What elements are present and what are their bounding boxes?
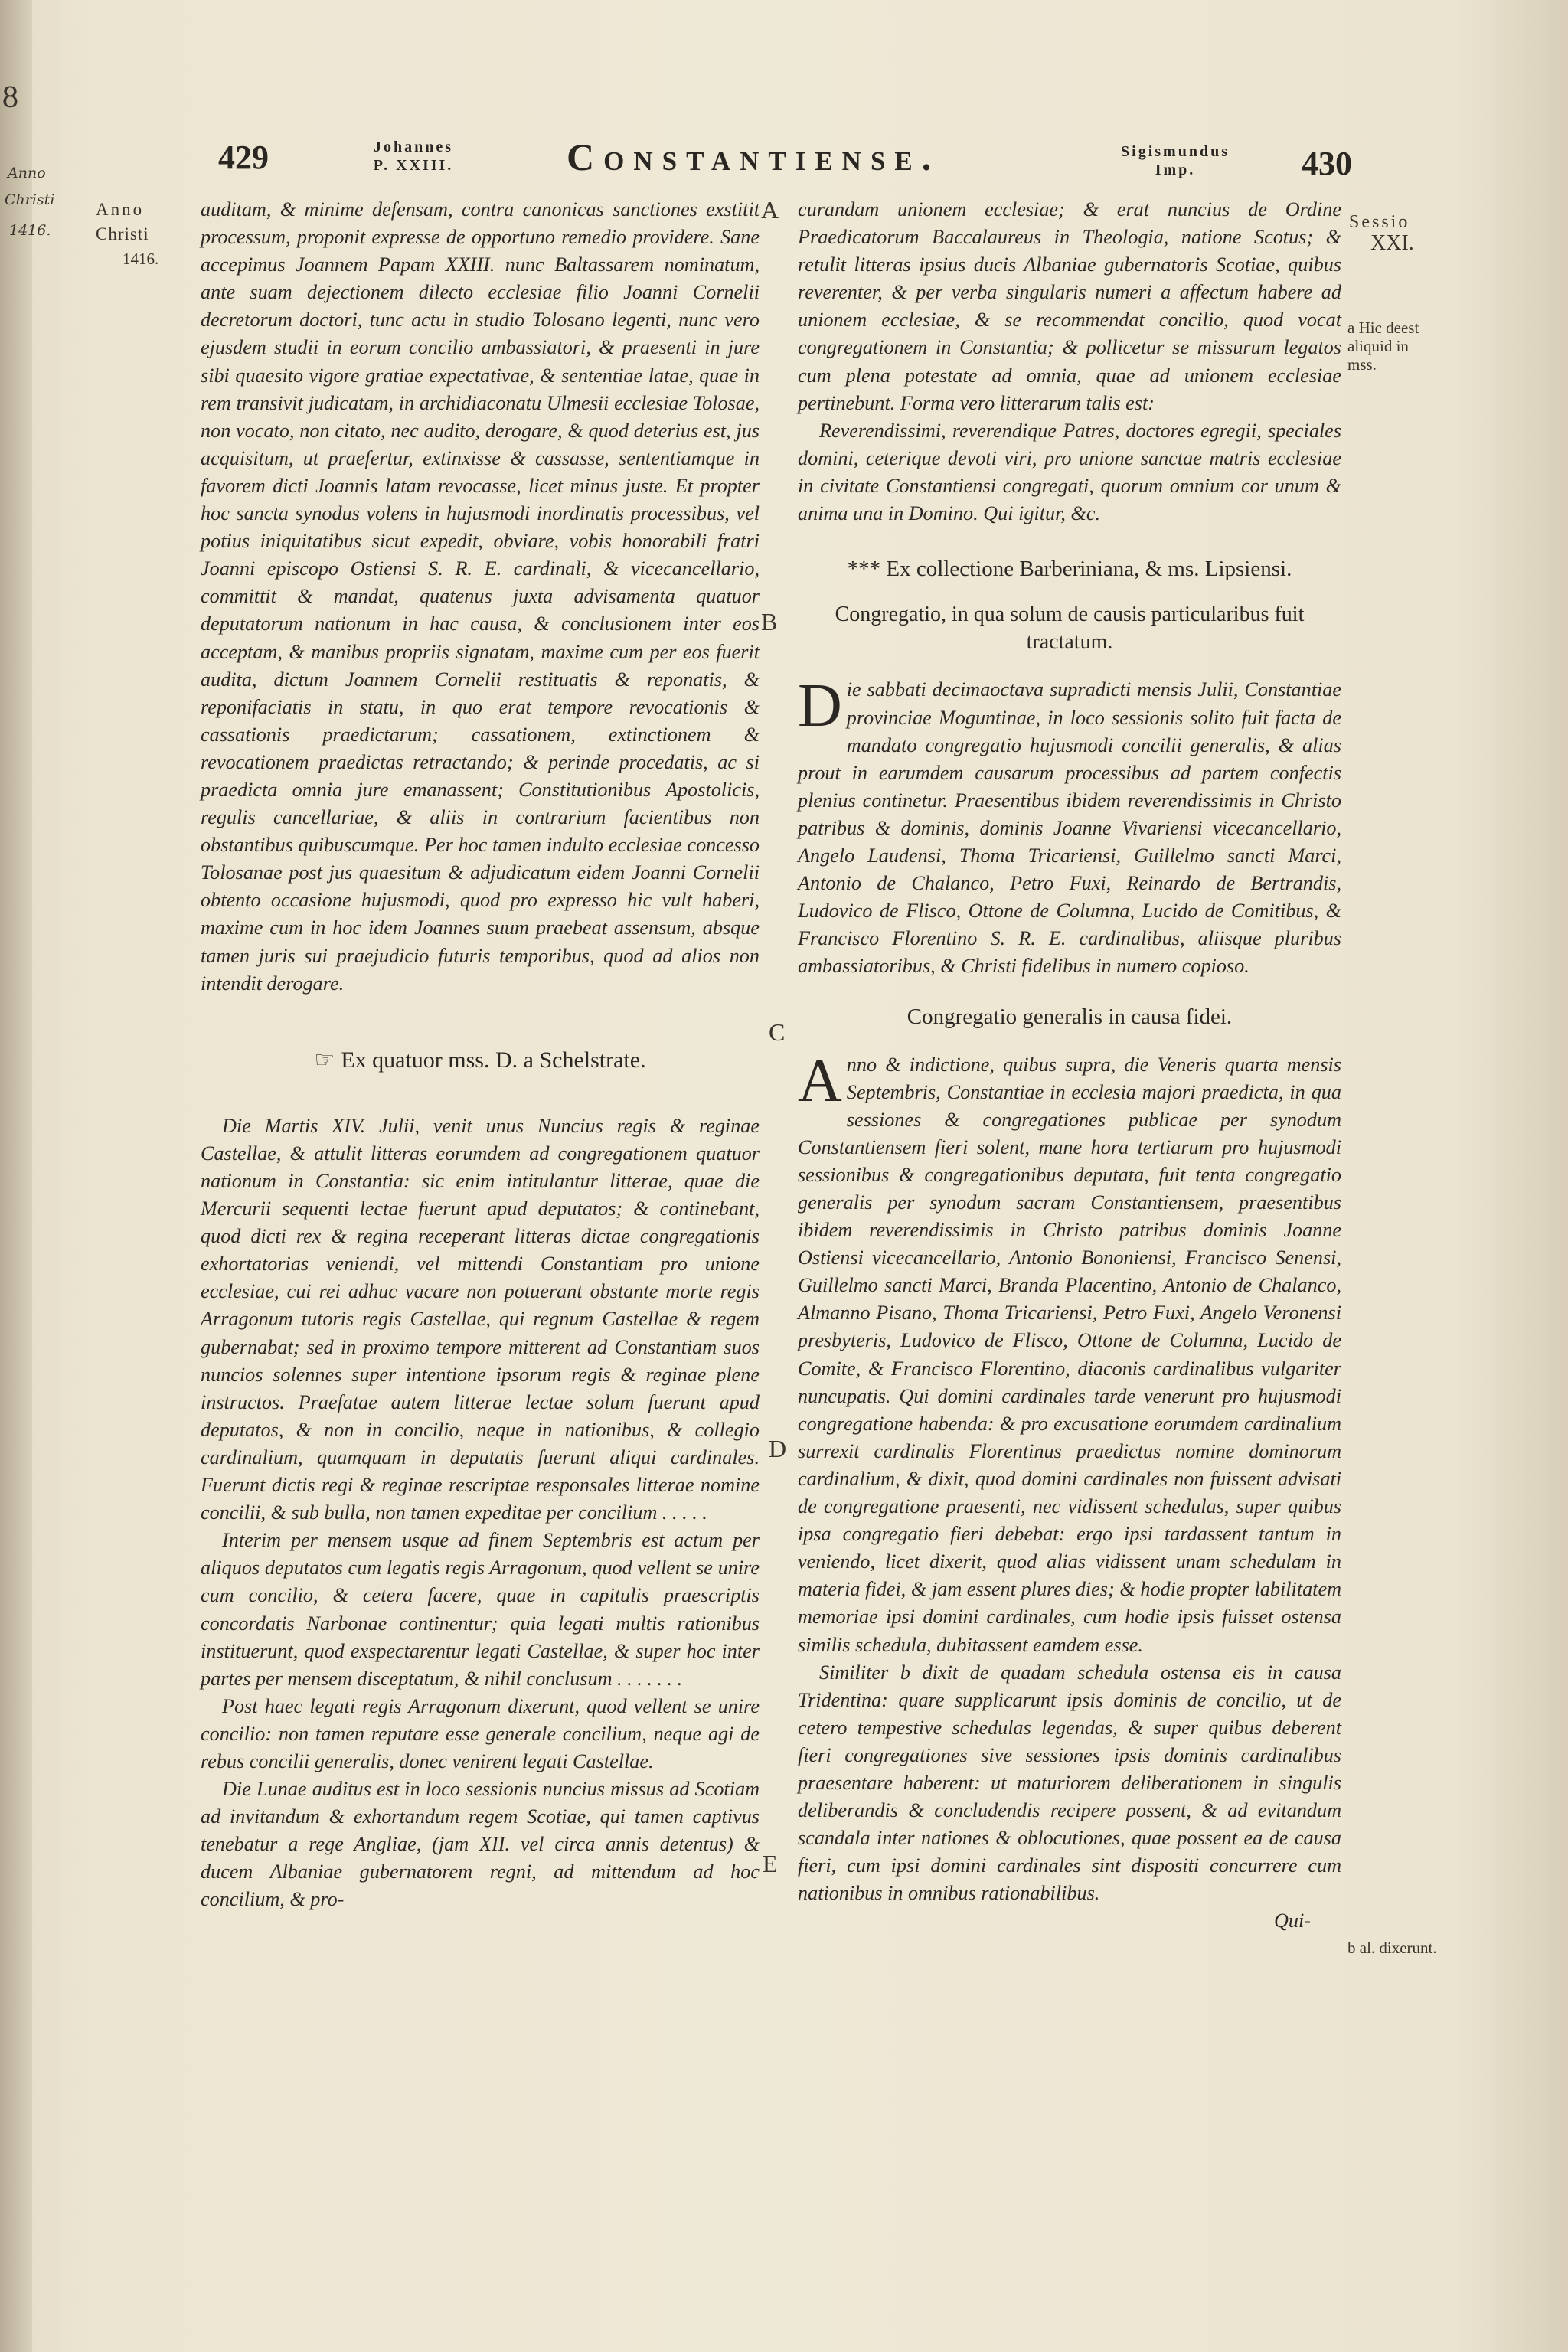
header-sigismundus: Sigismundus — [1121, 143, 1230, 160]
right-paragraph-1: curandam unionem ecclesiae; & erat nuncius de Ordine Praedicatorum Baccalaureus in Theologia, natione Scotus; & retulit litteras ipsius ducis Albaniae gubernatoris Scotiae, quibus reverenter, & per verba singularis numeri a affectum habere ad unionem ecclesiae, & se recommendat concilio, quod vocat congregationem in Constantia; & pollicetur se missurum legatos cum plena potestate ad omnia, quae ad unionem ecclesiae pertinebunt. Forma vero litterarum talis est: — [798, 198, 1341, 414]
catchword: Qui- — [1273, 1909, 1311, 1932]
margin-sessio-number: XXI. — [1370, 231, 1414, 255]
section-letter-a: A — [761, 196, 779, 224]
section-letter-c: C — [769, 1018, 786, 1046]
header-right-small — [1083, 142, 1267, 179]
right-heading-causa-fidei: Congregatio generalis in causa fidei. — [906, 1004, 1233, 1030]
header-pope-number: P. XXIII. — [373, 157, 454, 174]
section-letter-d: D — [769, 1435, 787, 1462]
right-column — [798, 196, 1341, 1936]
edge-number: 8 — [2, 83, 19, 114]
left-paragraph-5: Die Lunae auditus est in loco sessionis nuncius missus ad Scotiam ad invitandum & exhortandum regem Scotiae, qui tamen captivus tenebatur a rege Angliae, (jam XII. vel circa annis detentus) & ducem Albaniae gubernatorem regni, ad mittendum ad hoc concilium, & pro- — [201, 1778, 760, 1911]
section-letter-e: E — [763, 1850, 778, 1877]
left-paragraph-3: Interim per mensem usque ad finem Septembris est actum per aliquos deputatos cum legatis regis Arragonum, quod vellent se unire cum concilio, & cetera facere, quae in capitulis praescriptis concordatis Narbonae continentur; quia legati multis rationibus instituerunt, quod exspectarentur legati Castellae, & super hoc inter partes per mensem disceptatum, & nihil conclusum . . . . . . . — [201, 1529, 760, 1690]
left-paragraph-2: Die Martis XIV. Julii, venit unus Nuncius regis & reginae Castellae, & attulit litteras eorumdem ad congregationem quatuor nationum in Constantia: sic enim intitulantur litterae, quae die Mercurii sequenti lectae fuerunt apud deputatos; & continebant, quod dicti rex & regina receperant litteras dictae congregationis exhortatorias veniendi, vel mittendi Constantiam pro unione ecclesiae, cui rei adhuc vacare non potuerant obstante morte regis Arragonum tutoris regis Castellae, qui regnum Castellae & regem gubernabat; sed in proximo tempore mitterent ad Constantiam suos nuncios solennes super intentione ipsorum regis & reginae plene instructos. Praefatae autem litterae lectae solum fuerunt apud deputatos, & non in concilio, neque in nationibus, & collegio cardinalium, quamquam in deputatis fuerunt aliqui cardinales. Fuerunt dictis regi & reginae rescriptae responsales litterae nomine concilii, & sub bulla, non tamen expeditae per concilium . . . . . — [201, 1114, 760, 1524]
margin-note-a: a Hic deest aliquid in mss. — [1348, 318, 1419, 374]
right-paragraph-3-text: ie sabbati decimaoctava supradicti mensis Julii, Constantiae provinciae Moguntinae, in loco sessionis solito fuit facta de mandato congregatio hujusmodi concilii generalis, & alias prout in earumdem causarum processibus ad partem confectis plenius continetur. Praesentibus ibidem reverendissimis in Christo patribus & dominis, dominis Joanne Vivariensi vicecancellario, Angelo Laudensi, Thoma Tricariensi, Guillelmo sancti Marci, Antonio de Chalanco, Petro Fuxi, Reinardo de Bertrandis, Ludovico de Flisco, Ottone de Columna, Lucido de Comitibus, & Francisco Florentino S. R. E. cardinalibus, aliisque pluribus ambassiatoribus, & Christi fidelibus in numero copioso. — [798, 678, 1341, 978]
section-letter-b: B — [761, 608, 778, 635]
right-heading-barberiniana: *** Ex collectione Barberiniana, & ms. Lipsiensi. — [847, 557, 1292, 582]
margin-note-b: b al. dixerunt. — [1348, 1939, 1437, 1957]
pointing-hand-icon: ☞ — [314, 1047, 335, 1073]
margin-year: 1416. — [122, 250, 159, 268]
right-paragraph-2: Reverendissimi, reverendique Patres, doctores egregii, speciales domini, ceterique devoti viri, pro unione sanctae matris ecclesiae in civitate Constantiensi congregati, quorum omnium cor unum & anima una in Domino. Qui igitur, &c. — [798, 419, 1341, 525]
edge-year: 1416. — [9, 222, 51, 239]
drop-cap-a: A — [798, 1047, 842, 1115]
right-heading-congregatio: Congregatio, in qua solum de causis particularibus fuit tractatum. — [835, 603, 1305, 655]
left-section-heading — [201, 1047, 760, 1074]
margin-christi: Christi — [96, 224, 149, 243]
header-left-small — [333, 138, 494, 175]
header-johannes: Johannes — [373, 139, 454, 155]
left-paragraph-4: Post haec legati regis Arragonum dixerunt, quod vellent se unire concilio: non tamen reputare esse generale concilium, neque agi de rebus concilii generalis, donec venirent legati Castellae. — [201, 1694, 760, 1772]
margin-sessio: Sessio — [1349, 212, 1410, 232]
right-page-number: 430 — [1302, 145, 1352, 182]
left-heading-text: Ex quatuor mss. D. a Schelstrate. — [341, 1047, 646, 1073]
left-paragraph-1: auditam, & minime defensam, contra canonicas sanctiones exstitit processum, proponit expresse de opportuno remedio providere. Sane accepimus Joannem Papam XXIII. nunc Baltassarem nominatum, ante suam dejectionem dilecto ecclesiae filio Joanni Cornelii decretorum doctori, tunc actu in studio Tolosano legenti, nunc vero ejusdem studii in eorum concilio ambassiatori, & praesenti in jure sibi quaesito vigore gratiae expectativae, & sententiae latae, quae in rem transivit judicatam, in archidiaconatu Ulmesii ecclesiae Tolosae, non vocato, non citato, nec audito, derogare, & quod deterius est, jus acquisitum, ut praefertur, extinxisse & cassasse, sententiamque in favorem dicti Joannis latam revocasse, licet minus juste. Et propter hoc sancta synodus volens in hujusmodi inordinatis processibus, vel potius iniquitatibus sicut expedit, obviare, vobis honorabili fratri Joanni episcopo Ostiensi S. R. E. cardinali, & vicecancellario, committit & mandat, quatenus juxta advisamenta quatuor deputatorum nationum in hac causa, & conclusionem inter eos acceptam, & manibus propriis signatam, maxime cum per eos fuerit audita, dictum Joannem Cornelii restituatis & reponatis, & reponifaciatis in statu, in quo erat tempore revocationis & cassationis praedictarum; cassationem, extinctionem & revocationem praedictas retractando; & perinde procedatis, ac si praedicta omnia jure emanassent; Constitutionibus Apostolicis, regulis cancellariae, & aliis in contrarium facientibus non obstantibus quibuscumque. Per hoc tamen indulto ecclesiae concesso Tolosanae post jus quaesitum & adjudicatum eidem Joanni Cornelii obtento occasione hujusmodi, quod pro expresso hic vult haberi, maxime cum in hoc idem Joannes suum praebeat assensum, absque tamen juris sui praejudicio futuris temporibus, quod ad alios non intendit derogare. — [201, 198, 760, 995]
edge-christi: Christi — [5, 191, 55, 208]
header-imp: Imp. — [1155, 162, 1196, 178]
right-paragraph-4-text: nno & indictione, quibus supra, die Veneris quarta mensis Septembris, Constantiae in ecclesia majori praedicta, in qua sessiones & congregationes publicae per synodum Constantiensem fieri solent, mane hora tertiarum pro hujusmodi sessionibus & congregationibus deputata, fuit tenta congregatio generalis per synodum sacram Constantiensem, praesentibus ibidem reverendissimis in Christo patribus dominis Joanne Ostiensi vicecancellario, Antonio Bononiensi, Francisco Senensi, Guillelmo sancti Marci, Branda Placentino, Antonio de Chalanco, Almanno Pisano, Thoma Tricariensi, Petro Fuxi, Angelo Veronensi presbyteris, Ludovico de Flisco, Ottone de Columna, Lucido de Comite, & Francisco Florentino, diaconis cardinalibus vulgariter nuncupatis. Qui domini cardinales tarde venerunt pro hujusmodi congregatione habenda: & pro excusatione eorumdem cardinalium surrexit cardinalis Florentinus praedictus nomine dominorum cardinalium, & dixit, quod domini cardinales non fuissent advisati de congregatione praesenti, nec vidissent schedulas, super quibus ipsa congregatio fieri debebat: ergo ipsi tardassent tantum in veniendo, licet dixerit, quod alias vidissent unam schedulam in materia fidei, & jam essent plures dies; & hodie propter labilitatem memoriae ipsi domini cardinales, cum hodie ipsis fuisset ostensa similis schedula, dubitassent eamdem esse. — [798, 1053, 1341, 1656]
previous-page-edge — [0, 0, 55, 2352]
drop-cap-d: D — [798, 672, 842, 740]
left-column — [201, 196, 760, 1914]
right-paragraph-4 — [798, 1047, 1341, 1659]
left-page-number: 429 — [218, 139, 269, 176]
edge-anno: Anno — [8, 165, 46, 181]
margin-anno: Anno — [96, 200, 145, 219]
right-paragraph-3 — [798, 672, 1341, 980]
running-title: Constantiense. — [567, 136, 941, 178]
right-paragraph-5: Similiter b dixit de quadam schedula ostensa eis in causa Tridentina: quare supplicarunt ipsis dominis de concilio, ut de cetero tempestive schedulas legendas, & super quibus deberent fieri congregationes sive sessiones ipsis dominis cardinalibus praesentare haberent: ut maturiorem deliberationem in singulis deliberandis & concludendis recipere possent, & ad evitandum scandala inter nationes & oblocutiones, quae possent ea de causa fieri, cum ipsi domini cardinales sint dispositi concurrere cum nationibus in omnibus rationabilibus. — [798, 1661, 1341, 1905]
